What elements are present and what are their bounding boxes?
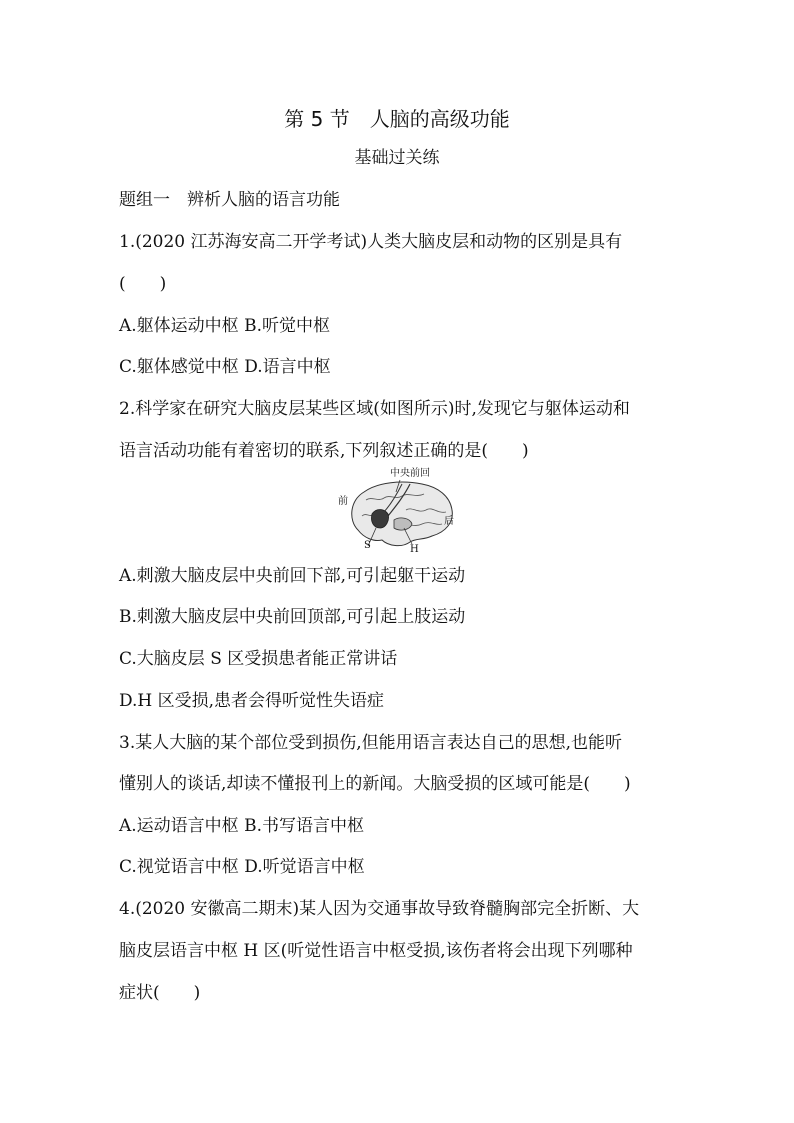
question-4-line-2: 脑皮层语言中枢 H 区(听觉性语言中枢受损,该伤者将会出现下列哪种	[119, 941, 633, 961]
label-front: 前	[338, 496, 348, 507]
question-2-option-a: A.刺激大脑皮层中央前回下部,可引起躯干运动	[119, 566, 466, 586]
question-1-line-2: ( )	[119, 274, 167, 294]
question-2-line-1: 2.科学家在研究大脑皮层某些区域(如图所示)时,发现它与躯体运动和	[119, 399, 630, 419]
page-title: 第 5 节 人脑的高级功能	[284, 107, 510, 131]
brain-diagram	[336, 470, 468, 556]
question-2-option-c: C.大脑皮层 S 区受损患者能正常讲话	[119, 649, 398, 669]
label-back: 后	[444, 516, 454, 527]
group-heading: 题组一 辨析人脑的语言功能	[119, 190, 340, 210]
label-precentral-gyrus: 中央前回	[390, 468, 430, 479]
question-3-line-1: 3.某人大脑的某个部位受到损伤,但能用语言表达自己的思想,也能听	[119, 733, 623, 753]
question-4-line-1: 4.(2020 安徽高二期末)某人因为交通事故导致脊髓胸部完全折断、大	[119, 899, 640, 919]
label-h: H	[410, 544, 419, 555]
question-1-options-cd: C.躯体感觉中枢 D.语言中枢	[119, 357, 331, 377]
question-3-line-2: 懂别人的谈话,却读不懂报刊上的新闻。大脑受损的区域可能是( )	[119, 774, 631, 794]
question-2-line-2: 语言活动功能有着密切的联系,下列叙述正确的是( )	[119, 441, 529, 461]
question-3-options-ab: A.运动语言中枢 B.书写语言中枢	[119, 816, 364, 836]
question-1-options-ab: A.躯体运动中枢 B.听觉中枢	[119, 316, 330, 336]
question-2-option-b: B.刺激大脑皮层中央前回顶部,可引起上肢运动	[119, 607, 466, 627]
question-3-options-cd: C.视觉语言中枢 D.听觉语言中枢	[119, 857, 365, 877]
brain-outline	[352, 482, 453, 546]
question-1-line-1: 1.(2020 江苏海安高二开学考试)人类大脑皮层和动物的区别是具有	[119, 232, 623, 252]
brain-illustration	[336, 470, 468, 556]
section-subtitle: 基础过关练	[354, 148, 440, 168]
label-s: S	[364, 540, 371, 551]
region-s	[371, 510, 388, 529]
question-2-option-d: D.H 区受损,患者会得听觉性失语症	[119, 691, 385, 711]
question-4-line-3: 症状( )	[119, 983, 201, 1003]
